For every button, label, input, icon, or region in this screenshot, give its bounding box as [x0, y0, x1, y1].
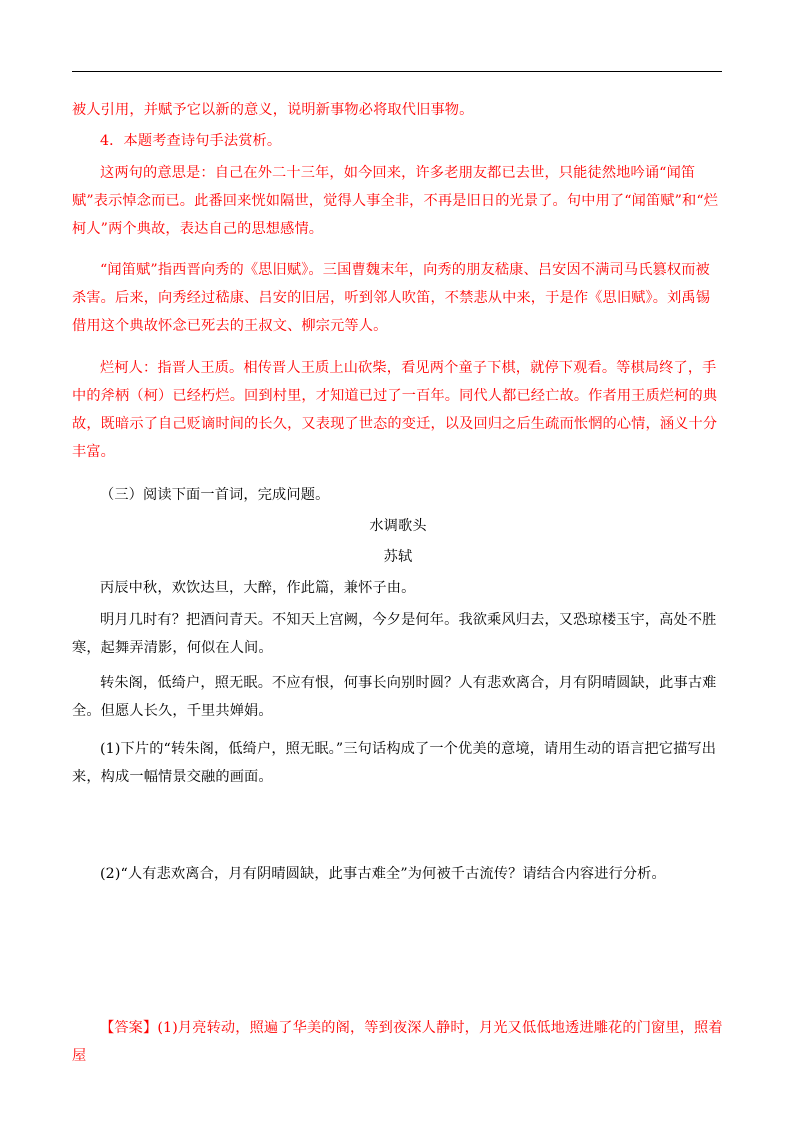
poem-stanza-1: 明月几时有？把酒问青天。不知天上宫阙，今夕是何年。我欲乘风归去，又恐琼楼玉宇，高处不胜寒，起舞弄清影，何似在人间。: [72, 612, 717, 656]
answer-text: (1)月亮转动，照遍了华美的阁，等到夜深人静时，月光又低低地透进雕花的门窗里，照着屋: [72, 1020, 723, 1064]
analysis-paragraph-2: “闻笛赋”指西晋向秀的《思旧赋》。三国曹魏末年，向秀的朋友嵇康、吕安因不满司马氏篡权而被杀害。后来，向秀经过嵇康、吕安的旧居，听到邻人吹笛，不禁悲从中来，于是作《思旧赋》。刘禹锡借用这个典故怀念已死去的王叔文、柳宗元等人。: [72, 262, 711, 334]
poem-title: 水调歌头: [369, 518, 427, 534]
analysis-paragraph-3: 烂柯人：指晋人王质。相传晋人王质上山砍柴，看见两个童子下棋，就停下观看。等棋局终了，手中的斧柄（柯）已经朽烂。回到村里，才知道已过了一百年。同代人都已经亡故。作者用王质烂柯的典故，既暗示了自己贬谪时间的长久，又表现了世态的变迁，以及回归之后生疏而怅惘的心情，涵义十分丰富。: [72, 360, 718, 460]
q4-heading: 4．本题考查诗句手法赏析。: [100, 133, 282, 149]
answer-tag: 【答案】: [100, 1020, 158, 1036]
continuation-text: 被人引用，并赋予它以新的意义，说明新事物必将取代旧事物。: [72, 102, 474, 118]
poem-preface: 丙辰中秋，欢饮达旦，大醉，作此篇，兼怀子由。: [100, 580, 416, 596]
question-2: (2)“人有悲欢离合，月有阴晴圆缺，此事古难全”为何被千古流传？请结合内容进行分析。: [100, 866, 666, 882]
question-1: (1)下片的“转朱阁，低绮户，照无眠。”三句话构成了一个优美的意境，请用生动的语言把它描写出来，构成一幅情景交融的画面。: [72, 741, 717, 785]
poem-author: 苏轼: [383, 549, 413, 565]
analysis-paragraph-1: 这两句的意思是：自己在外二十三年，如今回来，许多老朋友都已去世，只能徒然地吟诵“闻笛赋”表示悼念而已。此番回来恍如隔世，觉得人事全非，不再是旧日的光景了。句中用了“闻笛赋”和“烂柯人”两个典故，表达自己的思想感情。: [72, 165, 719, 237]
section3-intro: （三）阅读下面一首词，完成问题。: [100, 487, 330, 503]
answer-line: [72, 1014, 724, 1070]
poem-stanza-2: 转朱阁，低绮户，照无眠。不应有恨，何事长向别时圆？人有悲欢离合，月有阴晴圆缺，此事古难全。但愿人长久，千里共婵娟。: [72, 675, 717, 719]
header-rule: [72, 71, 722, 72]
